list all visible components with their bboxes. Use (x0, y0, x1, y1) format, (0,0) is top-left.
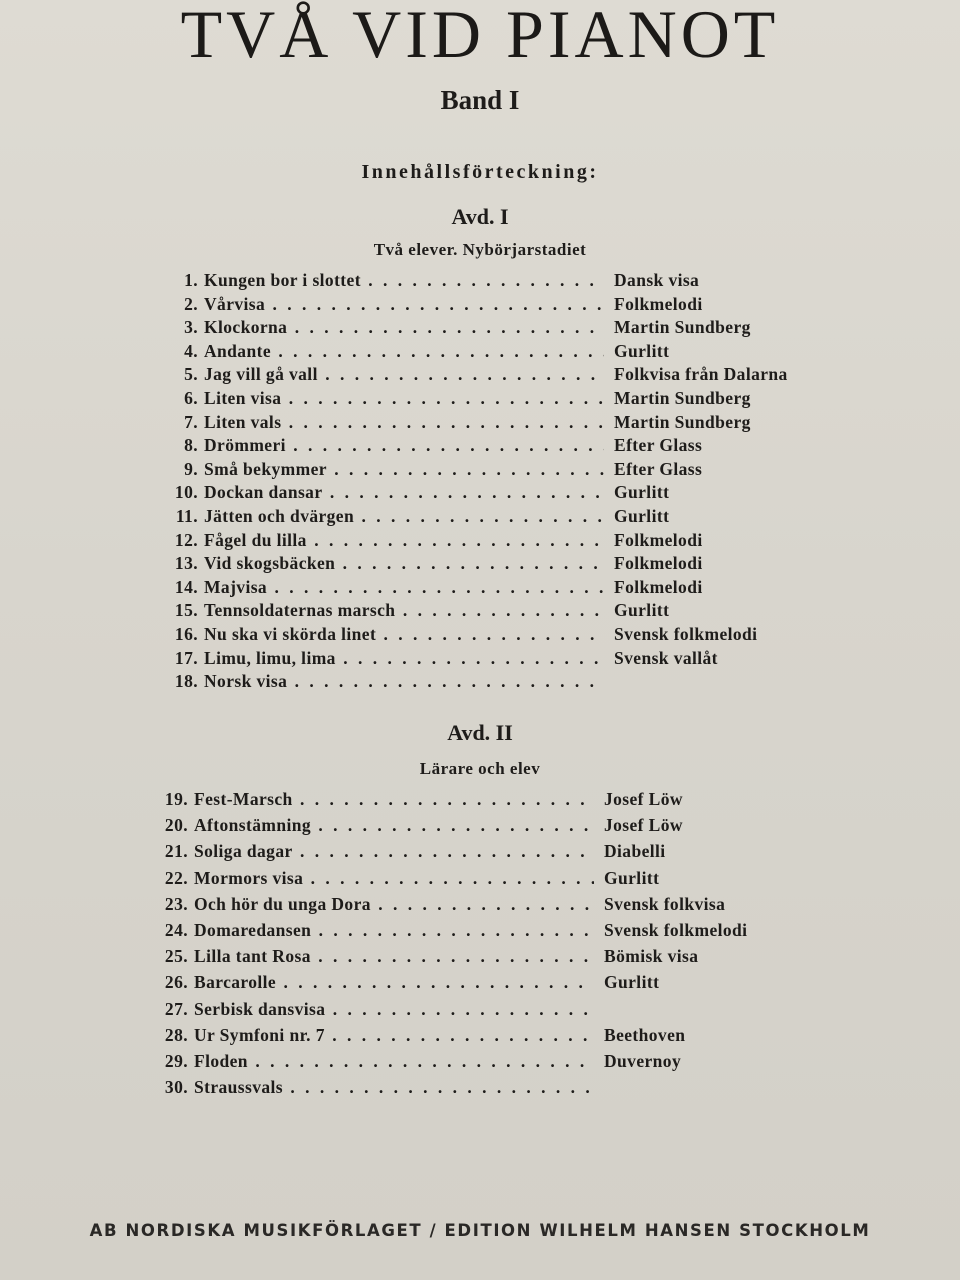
entry-number: 12. (174, 529, 198, 550)
toc-list-avd-1 (160, 270, 788, 695)
entry-composer: Folkmelodi (614, 293, 703, 314)
toc-entry (160, 388, 788, 412)
toc-entry (160, 435, 788, 459)
toc-entry (160, 577, 788, 601)
entry-number: 13. (174, 553, 198, 574)
toc-entry (160, 294, 788, 318)
entry-number: 19. (164, 789, 188, 809)
toc-entry (150, 894, 747, 920)
entry-number: 17. (174, 647, 198, 668)
entry-composer: Svensk folkmelodi (604, 919, 748, 940)
entry-composer: Folkmelodi (614, 529, 703, 550)
toc-entry (150, 1077, 747, 1103)
entry-number: 1. (184, 270, 198, 290)
entry-number: 29. (164, 1050, 188, 1071)
entry-composer: Efter Glass (614, 458, 703, 479)
toc-heading: Innehållsförteckning: (361, 161, 599, 183)
entry-composer: Efter Glass (614, 435, 703, 456)
section-title-avd-2: Avd. II (447, 720, 513, 745)
toc-entry (150, 1051, 747, 1077)
entry-number: 16. (174, 623, 198, 644)
entry-composer: Bömisk visa (604, 946, 699, 967)
entry-number: 23. (164, 893, 188, 914)
entry-title: Aftonstämning . . . (194, 815, 594, 836)
entry-number: 9. (184, 458, 198, 479)
toc-entry (160, 648, 788, 672)
toc-entry (160, 624, 788, 648)
entry-number: 20. (164, 815, 188, 836)
toc-entry (160, 530, 788, 554)
entry-title: Mormors visa . . . (194, 868, 594, 889)
entry-title: Norsk visa . . . (204, 671, 604, 692)
entry-number: 25. (164, 946, 188, 967)
toc-entry (150, 920, 747, 946)
entry-number: 21. (164, 841, 188, 862)
toc-entry (150, 999, 747, 1025)
toc-entry (160, 459, 788, 483)
entry-composer: Gurlitt (614, 505, 670, 526)
entry-composer: Svensk folkmelodi (614, 623, 758, 644)
section-title-avd-1: Avd. I (451, 204, 509, 229)
entry-title: Kungen bor i slottet . . . (204, 270, 604, 291)
entry-composer: Gurlitt (604, 972, 660, 993)
entry-composer: Duvernoy (604, 1050, 682, 1071)
entry-title: Limu, limu, lima . . . (204, 648, 604, 669)
entry-number: 7. (184, 411, 198, 432)
entry-composer: Gurlitt (614, 482, 670, 503)
entry-title: Jag vill gå vall . . . (204, 364, 604, 385)
entry-composer: Folkvisa från Dalarna (614, 364, 788, 385)
toc-entry (150, 1025, 747, 1051)
entry-number: 8. (184, 435, 198, 456)
entry-composer: Folkmelodi (614, 576, 703, 597)
entry-composer: Martin Sundberg (614, 317, 751, 338)
entry-number: 14. (174, 576, 198, 597)
toc-list-avd-2 (150, 789, 747, 1103)
entry-title: Tennsoldaternas marsch . . . (204, 600, 604, 621)
entry-composer: Josef Löw (604, 789, 683, 809)
entry-title: Barcarolle . . . (194, 972, 594, 993)
entry-number: 28. (164, 1024, 188, 1045)
entry-title: Ur Symfoni nr. 7 . . . (194, 1025, 594, 1046)
entry-composer: Svensk folkvisa (604, 893, 726, 914)
entry-title: Domaredansen . . . (194, 920, 594, 941)
entry-title: Soliga dagar . . . (194, 841, 594, 862)
entry-title: Vid skogsbäcken . . . (204, 553, 604, 574)
entry-title: Serbisk dansvisa . . . (194, 999, 594, 1020)
toc-entry (150, 815, 747, 841)
entry-number: 2. (184, 293, 198, 314)
entry-composer: Folkmelodi (614, 553, 703, 574)
entry-number: 5. (184, 364, 198, 385)
entry-title: Nu ska vi skörda linet . . . (204, 624, 604, 645)
book-title: TVÅ VID PIANOT (180, 0, 780, 72)
entry-number: 10. (174, 482, 198, 503)
entry-composer: Martin Sundberg (614, 411, 751, 432)
entry-title: Fest-Marsch . . . (194, 789, 594, 810)
entry-number: 15. (174, 600, 198, 621)
toc-entry (150, 946, 747, 972)
entry-composer: Gurlitt (604, 867, 660, 888)
toc-entry (150, 972, 747, 998)
entry-composer: Diabelli (604, 841, 666, 862)
toc-entry (160, 671, 788, 695)
toc-entry (160, 341, 788, 365)
entry-title: Drömmeri . . . (204, 435, 604, 456)
toc-entry (160, 364, 788, 388)
entry-title: Små bekymmer . . . (204, 459, 604, 480)
toc-entry (160, 600, 788, 624)
toc-entry (150, 841, 747, 867)
entry-title: Klockorna . . . (204, 317, 604, 338)
entry-composer: Beethoven (604, 1024, 686, 1045)
entry-number: 26. (164, 972, 188, 993)
entry-title: Fågel du lilla . . . (204, 530, 604, 551)
entry-composer: Martin Sundberg (614, 387, 751, 408)
section-subtitle-avd-1: Två elever. Nybörjarstadiet (373, 240, 587, 259)
entry-composer: Svensk vallåt (614, 647, 718, 668)
section-subtitle-avd-2: Lärare och elev (419, 759, 541, 778)
entry-number: 6. (184, 387, 198, 408)
entry-title: Liten vals . . . (204, 412, 604, 433)
entry-title: Liten visa . . . (204, 388, 604, 409)
toc-entry (160, 317, 788, 341)
entry-title: Lilla tant Rosa . . . (194, 946, 594, 967)
entry-composer: Josef Löw (604, 815, 683, 836)
entry-number: 3. (184, 317, 198, 338)
entry-number: 24. (164, 919, 188, 940)
entry-title: Jätten och dvärgen . . . (204, 506, 604, 527)
toc-entry (150, 789, 747, 815)
entry-number: 4. (184, 340, 198, 361)
entry-title: Majvisa . . . (204, 577, 604, 598)
toc-entry (150, 868, 747, 894)
entry-title: Vårvisa . . . (204, 294, 604, 315)
toc-entry (160, 506, 788, 530)
toc-entry (160, 482, 788, 506)
entry-title: Och hör du unga Dora . . . (194, 894, 594, 915)
entry-number: 30. (164, 1077, 188, 1098)
toc-entry (160, 553, 788, 577)
entry-number: 27. (164, 998, 188, 1019)
entry-number: 22. (164, 867, 188, 888)
entry-title: Straussvals . . . (194, 1077, 594, 1098)
entry-number: 18. (174, 671, 198, 692)
toc-entry (160, 412, 788, 436)
entry-title: Floden . . . (194, 1051, 594, 1072)
toc-entry (160, 270, 788, 294)
entry-composer: Gurlitt (614, 340, 670, 361)
entry-composer: Dansk visa (614, 270, 700, 290)
entry-number: 11. (175, 505, 198, 526)
volume-label: Band I (440, 85, 520, 115)
entry-title: Dockan dansar . . . (204, 482, 604, 503)
entry-title: Andante . . . (204, 341, 604, 362)
publisher-footer: AB NORDISKA MUSIKFÖRLAGET / EDITION WILHELM HANSEN STOCKHOLM (89, 1221, 871, 1240)
entry-composer: Gurlitt (614, 600, 670, 621)
